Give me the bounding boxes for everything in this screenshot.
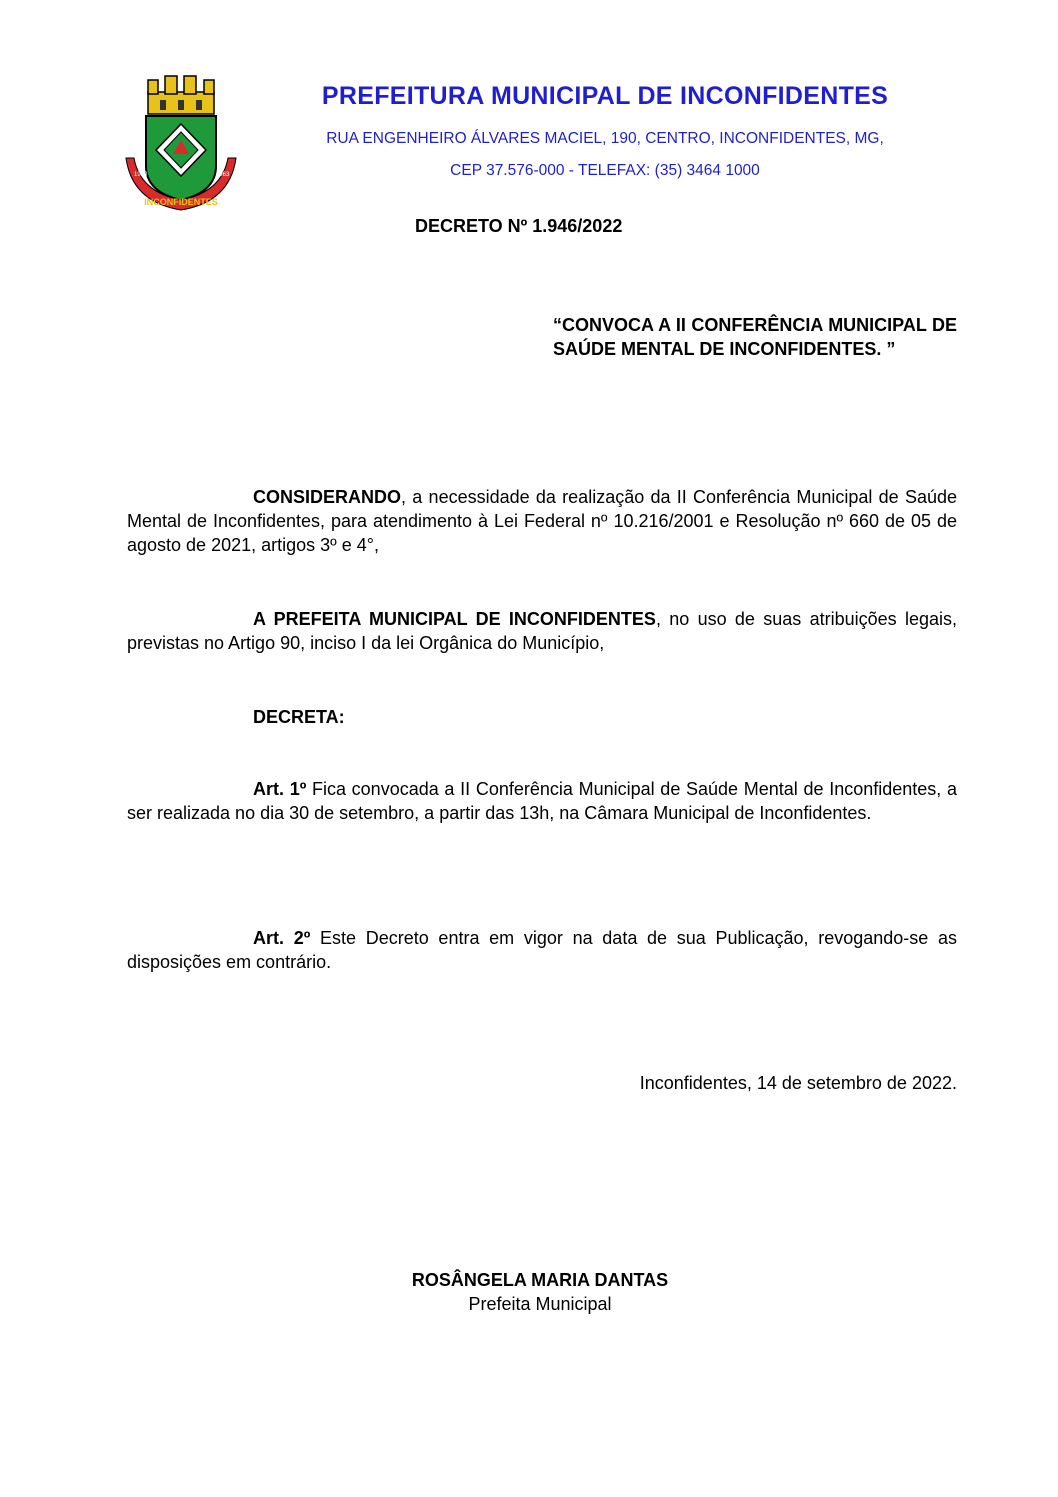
paragraph-considerando: [127, 485, 957, 557]
decree-title: DECRETO Nº 1.946/2022: [415, 216, 623, 236]
municipal-coat-of-arms-icon: [120, 74, 242, 216]
article-text: Este Decreto entra em vigor na data de sua Publicação, revogando-se as disposições em contrário.: [127, 928, 958, 972]
shield-icon: [146, 116, 216, 200]
paragraph-lead: A PREFEITA MUNICIPAL DE INCONFIDENTES: [253, 609, 656, 629]
organization-name: PREFEITURA MUNICIPAL DE INCONFIDENTES: [321, 82, 889, 110]
article-1: [127, 777, 957, 825]
crest-year-left: 1910: [134, 172, 148, 178]
paragraph-decreta: [127, 705, 957, 729]
paragraph-prefeita: [127, 607, 957, 655]
article-2: [127, 926, 957, 974]
article-label: Art. 2º: [253, 928, 311, 948]
place-and-date: Inconfidentes, 14 de setembro de 2022.: [639, 1073, 957, 1093]
paragraph-lead: CONSIDERANDO: [253, 487, 402, 507]
paragraph-lead: DECRETA:: [253, 707, 345, 727]
paragraph-text: , no uso de suas atribuições legais, previstas no Artigo 90, inciso I da lei Orgânica do Município,: [127, 609, 957, 653]
address-line-1: RUA ENGENHEIRO ÁLVARES MACIEL, 190, CENTRO, INCONFIDENTES, MG,: [326, 130, 884, 147]
crest-year-right: 1963: [216, 172, 230, 178]
article-label: Art. 1º: [253, 779, 307, 799]
crown-icon: [148, 76, 214, 114]
signer-name: ROSÂNGELA MARIA DANTAS: [411, 1270, 669, 1290]
article-text: Fica convocada a II Conferência Municipal de Saúde Mental de Inconfidentes, a ser realizada no dia 30 de setembro, a partir das 13h, na Câmara Municipal de Inconfidentes.: [127, 779, 957, 823]
decree-summary: “CONVOCA A II CONFERÊNCIA MUNICIPAL DE SAÚDE MENTAL DE INCONFIDENTES. ”: [553, 315, 957, 359]
signer-role: Prefeita Municipal: [468, 1294, 612, 1314]
address-line-2: CEP 37.576-000 - TELEFAX: (35) 3464 1000: [450, 162, 760, 179]
ribbon-text: INCONFIDENTES: [144, 197, 218, 207]
paragraph-text: , a necessidade da realização da II Conferência Municipal de Saúde Mental de Inconfidentes, para atendimento à Lei Federal nº 10.216/2001 e Resolução nº 660 de 05 de agosto de 2021, artigos 3º e 4°,: [127, 487, 957, 555]
